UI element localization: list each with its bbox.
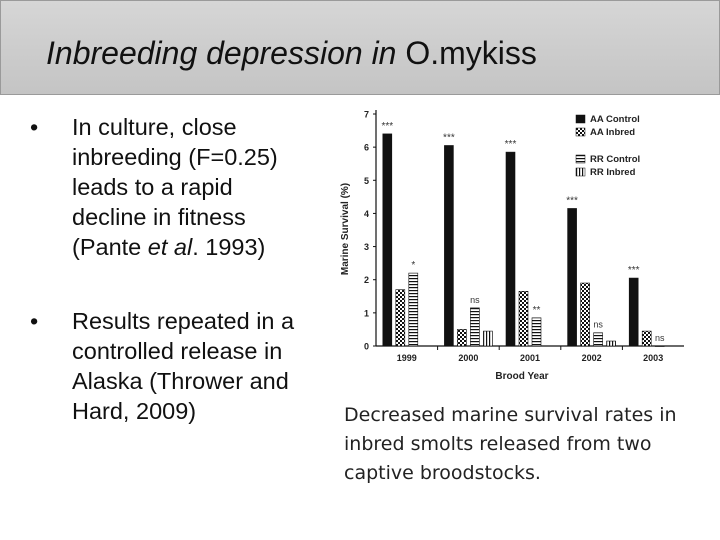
legend-swatch (576, 115, 585, 123)
bullet-text: In culture, close inbreeding (F=0.25) leads to a rapid decline in fitness (Pante (72, 114, 278, 260)
legend-label: RR Control (590, 154, 641, 165)
bar-rr-inbred (483, 331, 492, 346)
significance-label: ** (532, 304, 541, 316)
significance-label: *** (443, 132, 455, 144)
title-species: O.mykiss (405, 35, 537, 71)
legend-swatch (576, 155, 585, 163)
y-axis-label: Marine Survival (%) (340, 182, 351, 276)
bullet-marker: • (30, 114, 39, 140)
bullet-item (30, 306, 300, 426)
y-tick-label: 7 (363, 109, 369, 120)
legend-label: AA Inbred (590, 127, 636, 138)
bar-aa-control (629, 278, 638, 346)
y-tick-label: 0 (363, 341, 369, 352)
x-tick-label: 2003 (643, 353, 664, 363)
x-tick-label: 1999 (396, 353, 417, 363)
bar-aa-inbred (581, 283, 590, 346)
slide-title (46, 35, 537, 72)
bullet-list (30, 112, 300, 426)
x-axis-label: Brood Year (495, 371, 549, 382)
bar-aa-control (444, 145, 453, 346)
bar-rr-control (655, 346, 664, 347)
x-tick-label: 2001 (519, 353, 541, 363)
survival-bar-chart (336, 104, 686, 384)
bullet-text-end: . 1993) (192, 234, 266, 260)
title-bar (0, 0, 720, 95)
significance-label: ns (470, 294, 480, 305)
x-tick-label: 2002 (581, 353, 602, 363)
significance-label: *** (381, 120, 394, 132)
bar-aa-control (383, 134, 392, 346)
bar-rr-control (594, 333, 603, 346)
y-tick-label: 1 (363, 308, 369, 319)
significance-label: *** (504, 139, 517, 151)
bar-rr-inbred (607, 341, 616, 346)
y-tick-label: 4 (363, 208, 369, 219)
y-tick-label: 3 (363, 242, 369, 253)
bar-rr-control (470, 308, 479, 346)
significance-label: *** (566, 195, 578, 207)
bar-aa-control (506, 152, 515, 346)
bullet-citation-italic: et al (147, 234, 193, 260)
bar-rr-control (532, 318, 541, 346)
bar-aa-inbred (519, 291, 528, 346)
y-tick-label: 2 (363, 275, 369, 286)
figure-caption: Decreased marine survival rates in inbred smolts released from two captive broodstocks. (344, 404, 677, 484)
bar-aa-inbred (396, 290, 405, 346)
bullet-item (30, 112, 300, 262)
significance-label: *** (627, 265, 640, 277)
bar-aa-control (568, 208, 577, 346)
legend-label: AA Control (590, 114, 640, 125)
y-tick-label: 5 (363, 175, 369, 186)
bar-rr-control (409, 273, 418, 346)
bullet-marker: • (30, 308, 39, 334)
bar-aa-inbred (457, 329, 466, 346)
legend-swatch (576, 168, 585, 176)
legend-swatch (576, 128, 585, 136)
legend-label: RR Inbred (590, 167, 636, 178)
significance-label: ns (654, 333, 665, 343)
x-tick-label: 2000 (458, 353, 479, 363)
significance-label: ns (593, 319, 603, 330)
bullet-text: Results repeated in a controlled release in Alaska (Thrower and Hard, 2009) (72, 308, 295, 424)
title-italic-part: Inbreeding depression in (46, 35, 397, 71)
significance-label: * (411, 260, 416, 272)
y-tick-label: 6 (363, 142, 369, 153)
bar-aa-inbred (642, 331, 651, 346)
